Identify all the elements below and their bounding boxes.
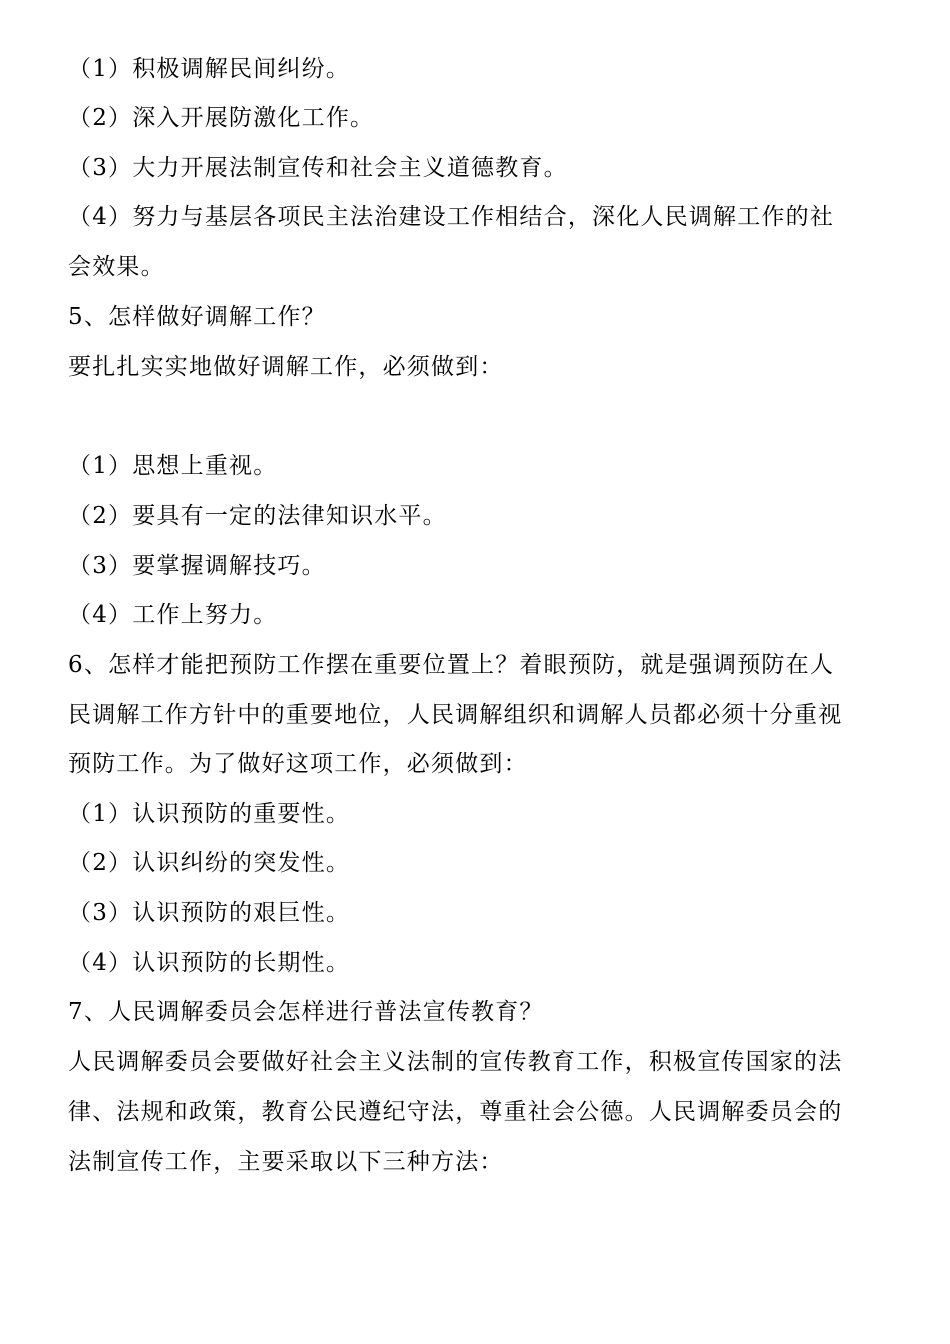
- text-line: 法制宣传工作，主要采取以下三种方法：: [68, 1149, 504, 1175]
- text-line: （3）认识预防的艰巨性。: [68, 900, 351, 926]
- question-heading: 7、人民调解委员会怎样进行普法宣传教育？: [68, 999, 544, 1025]
- text-line: （4）努力与基层各项民主法治建设工作相结合，深化人民调解工作的社: [68, 204, 835, 230]
- text-line: （3）要掌握调解技巧。: [68, 553, 326, 579]
- text-line: 会效果。: [68, 254, 165, 280]
- text-line: 民调解工作方针中的重要地位，人民调解组织和调解人员都必须十分重视: [68, 702, 843, 728]
- text-line: （2）要具有一定的法律知识水平。: [68, 503, 447, 529]
- text-line: 律、法规和政策，教育公民遵纪守法，尊重社会公德。人民调解委员会的: [68, 1099, 843, 1125]
- question-heading: 5、怎样做好调解工作？: [68, 304, 326, 330]
- text-line: 要扎扎实实地做好调解工作，必须做到：: [68, 354, 504, 380]
- text-line: 人民调解委员会要做好社会主义法制的宣传教育工作，积极宣传国家的法: [68, 1049, 843, 1075]
- text-line: （3）大力开展法制宣传和社会主义道德教育。: [68, 155, 568, 181]
- text-line: （4）工作上努力。: [68, 602, 278, 628]
- text-line: （2）认识纠纷的突发性。: [68, 850, 351, 876]
- text-line: （2）深入开展防激化工作。: [68, 105, 375, 131]
- text-line: 预防工作。为了做好这项工作，必须做到：: [68, 751, 528, 777]
- question-heading: 6、怎样才能把预防工作摆在重要位置上？着眼预防，就是强调预防在人: [68, 652, 835, 678]
- text-line: （4）认识预防的长期性。: [68, 950, 351, 976]
- text-line: （1）认识预防的重要性。: [68, 801, 351, 827]
- text-line: （1）思想上重视。: [68, 453, 278, 479]
- text-line: （1）积极调解民间纠纷。: [68, 56, 351, 82]
